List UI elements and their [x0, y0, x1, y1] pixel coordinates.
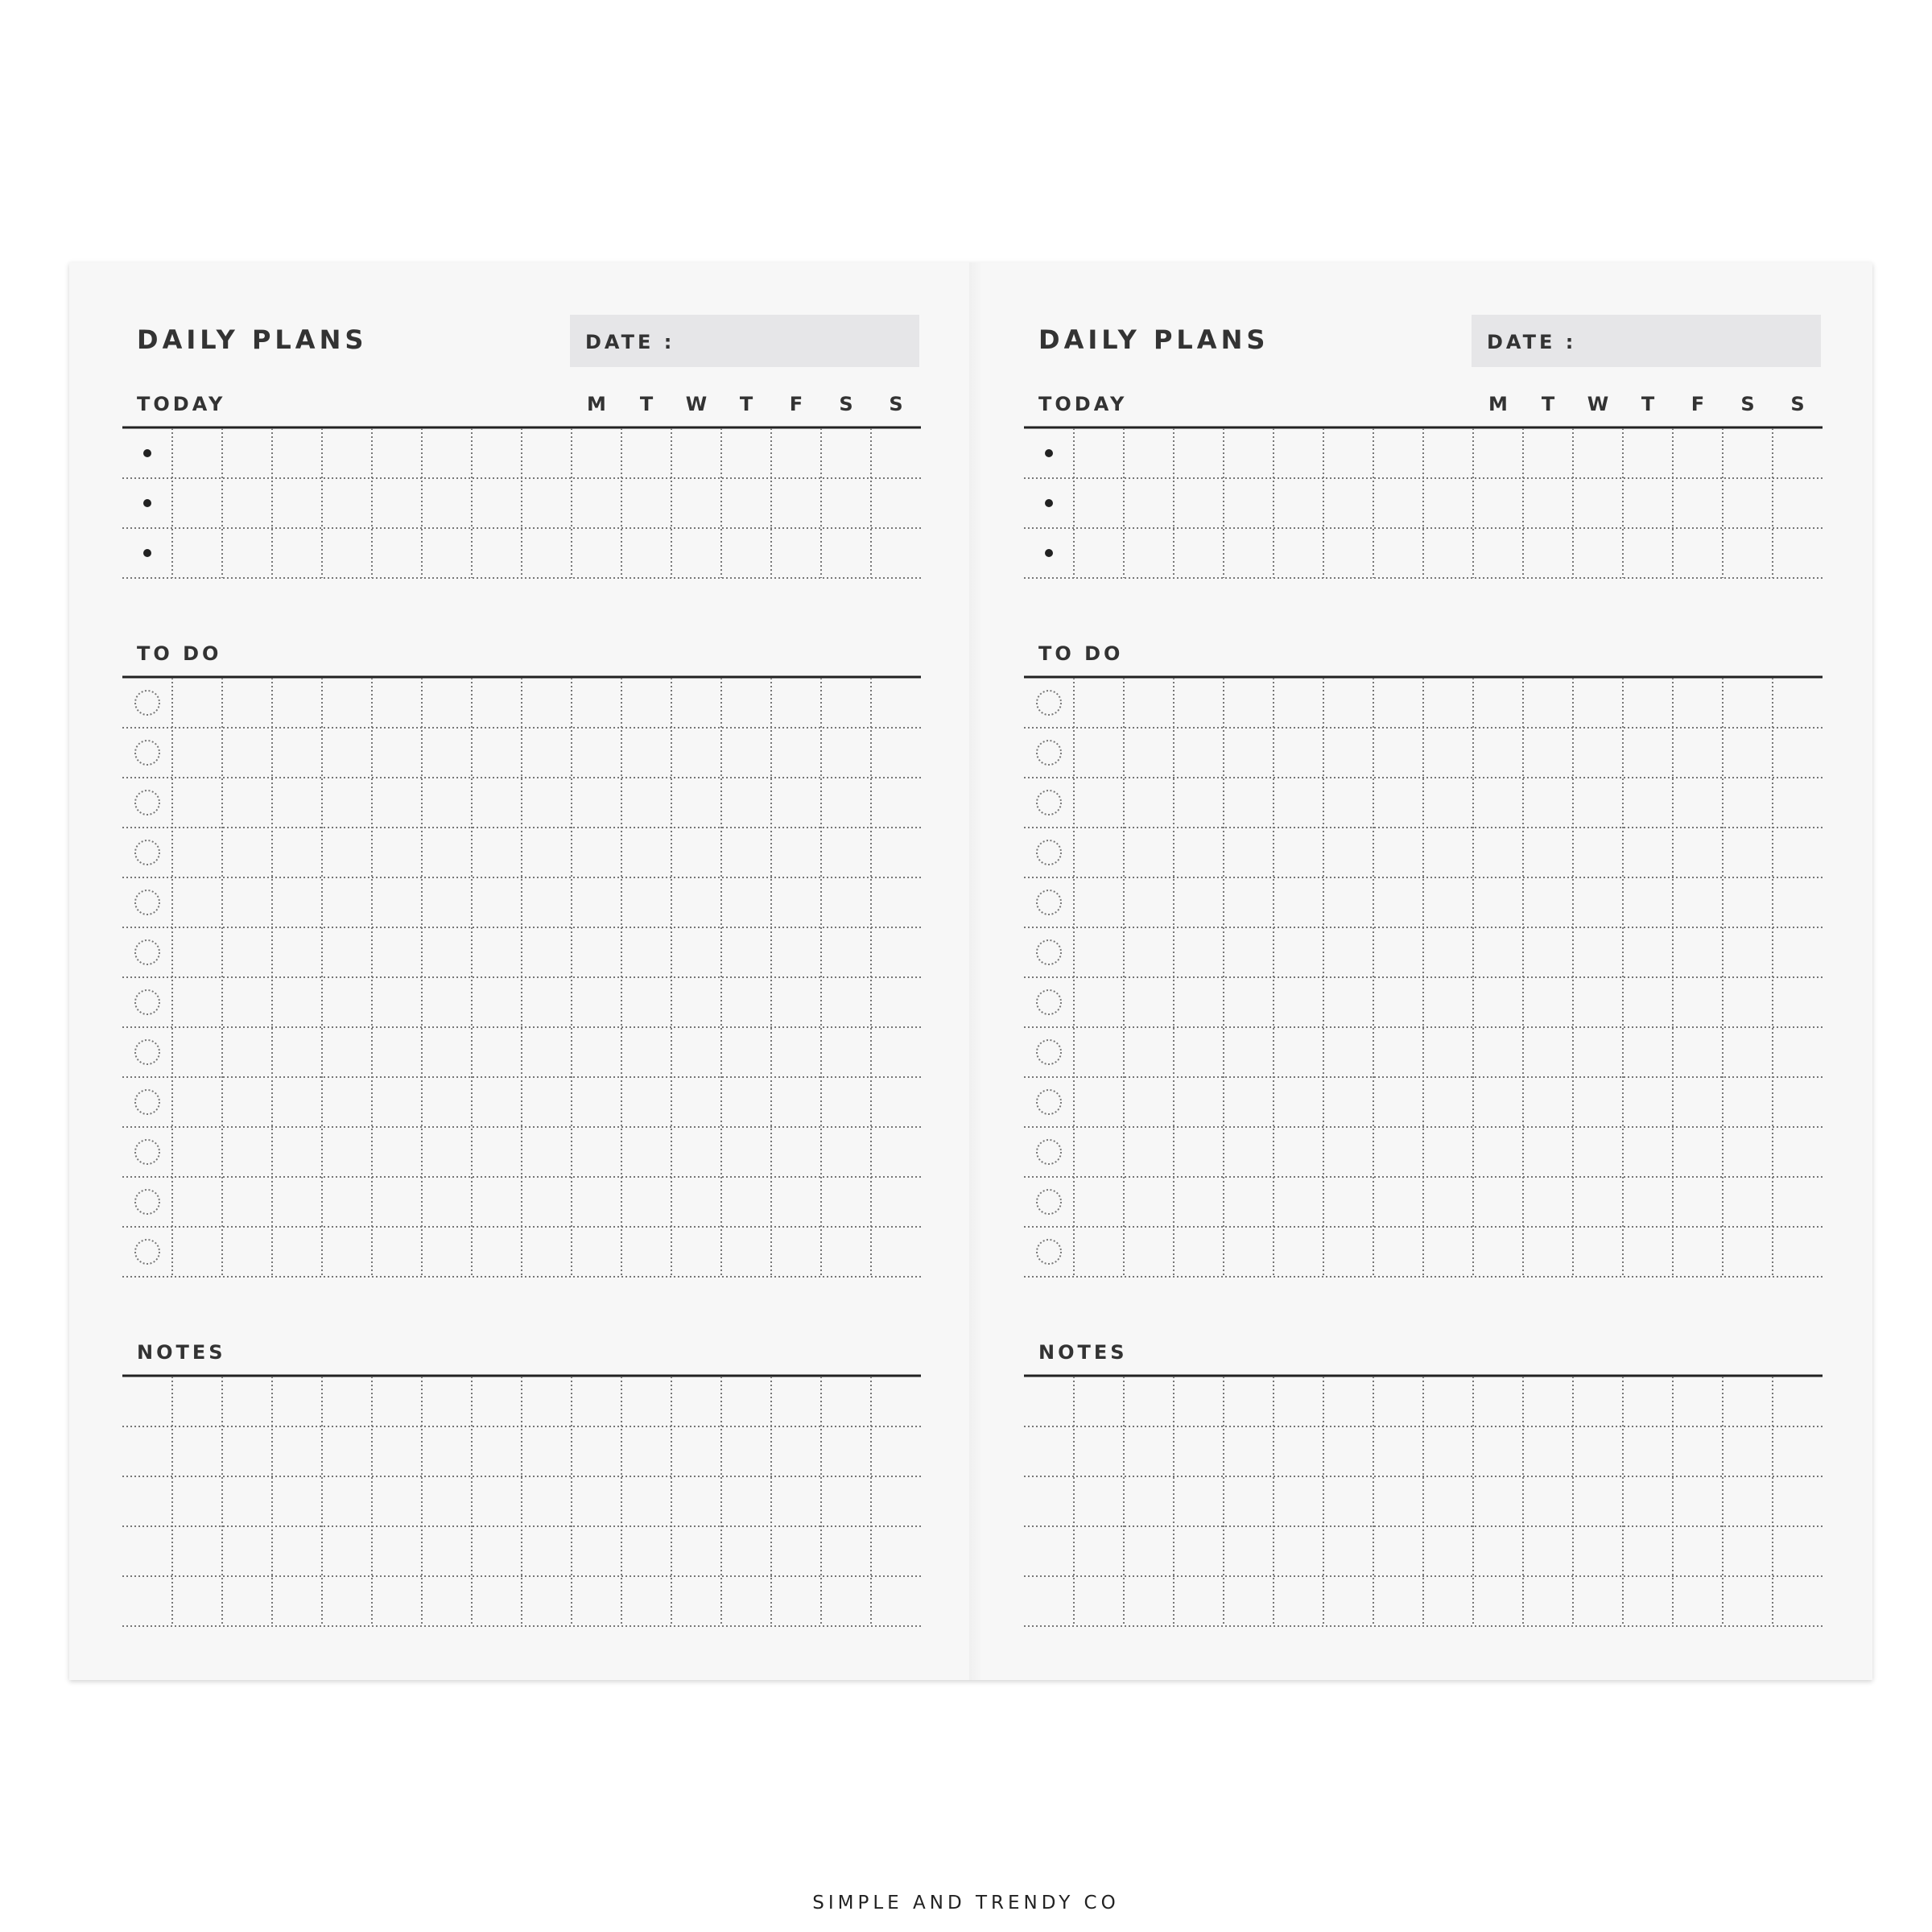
notes-label: NOTES	[1038, 1341, 1128, 1364]
checkbox-circle-icon[interactable]	[135, 691, 159, 715]
today-grid[interactable]	[1024, 427, 1823, 578]
bullet-icon	[143, 549, 151, 557]
bullet-icon	[1045, 499, 1053, 507]
date-field[interactable]	[570, 315, 919, 367]
date-label: DATE :	[1487, 331, 1577, 353]
checkbox-circle-icon[interactable]	[135, 741, 159, 765]
planner-spread	[69, 262, 1872, 1680]
day-label-tue: T	[1541, 393, 1555, 415]
today-grid[interactable]	[122, 427, 921, 578]
notes-label: NOTES	[137, 1341, 226, 1364]
day-label-sat: S	[1740, 393, 1755, 415]
day-label-fri: F	[1690, 393, 1705, 415]
checkbox-circle-icon[interactable]	[135, 1190, 159, 1214]
checkbox-circle-icon[interactable]	[1037, 1140, 1061, 1164]
todo-label: TO DO	[137, 642, 222, 665]
brand-footer: SIMPLE AND TRENDY CO	[812, 1893, 1120, 1913]
checkbox-circle-icon[interactable]	[1037, 1090, 1061, 1114]
day-label-sun: S	[1790, 393, 1805, 415]
day-label-wed: W	[685, 393, 708, 415]
day-label-thu: T	[1641, 393, 1655, 415]
bullet-icon	[143, 449, 151, 457]
page-title: DAILY PLANS	[137, 324, 368, 355]
date-field[interactable]	[1472, 315, 1821, 367]
checkbox-circle-icon[interactable]	[1037, 1040, 1061, 1064]
checkbox-circle-icon[interactable]	[135, 940, 159, 964]
day-label-thu: T	[739, 393, 753, 415]
day-label-fri: F	[789, 393, 803, 415]
checkbox-circle-icon[interactable]	[1037, 990, 1061, 1014]
checkbox-circle-icon[interactable]	[135, 1090, 159, 1114]
date-label: DATE :	[585, 331, 675, 353]
checkbox-circle-icon[interactable]	[1037, 741, 1061, 765]
checkbox-circle-icon[interactable]	[1037, 890, 1061, 914]
checkbox-circle-icon[interactable]	[135, 1240, 159, 1264]
checkbox-circle-icon[interactable]	[135, 791, 159, 815]
checkbox-circle-icon[interactable]	[135, 1040, 159, 1064]
notes-grid[interactable]	[122, 1375, 921, 1626]
checkbox-circle-icon[interactable]	[135, 990, 159, 1014]
day-label-mon: M	[587, 393, 606, 415]
page-title: DAILY PLANS	[1038, 324, 1269, 355]
checkbox-circle-icon[interactable]	[1037, 791, 1061, 815]
bullet-icon	[143, 499, 151, 507]
planner-page-left	[69, 262, 971, 1680]
checkbox-circle-icon[interactable]	[1037, 940, 1061, 964]
today-label: TODAY	[1038, 393, 1128, 415]
todo-label: TO DO	[1038, 642, 1124, 665]
checkbox-circle-icon[interactable]	[135, 840, 159, 865]
bullet-icon	[1045, 549, 1053, 557]
notes-grid[interactable]	[1024, 1375, 1823, 1626]
todo-grid[interactable]	[122, 676, 921, 1277]
day-label-sun: S	[889, 393, 903, 415]
todo-grid[interactable]	[1024, 676, 1823, 1277]
day-label-tue: T	[639, 393, 654, 415]
day-label-sat: S	[839, 393, 853, 415]
today-label: TODAY	[137, 393, 226, 415]
day-label-mon: M	[1488, 393, 1508, 415]
planner-page-right	[971, 262, 1872, 1680]
checkbox-circle-icon[interactable]	[135, 1140, 159, 1164]
day-label-wed: W	[1587, 393, 1609, 415]
bullet-icon	[1045, 449, 1053, 457]
checkbox-circle-icon[interactable]	[1037, 1240, 1061, 1264]
checkbox-circle-icon[interactable]	[1037, 1190, 1061, 1214]
checkbox-circle-icon[interactable]	[1037, 840, 1061, 865]
checkbox-circle-icon[interactable]	[135, 890, 159, 914]
checkbox-circle-icon[interactable]	[1037, 691, 1061, 715]
